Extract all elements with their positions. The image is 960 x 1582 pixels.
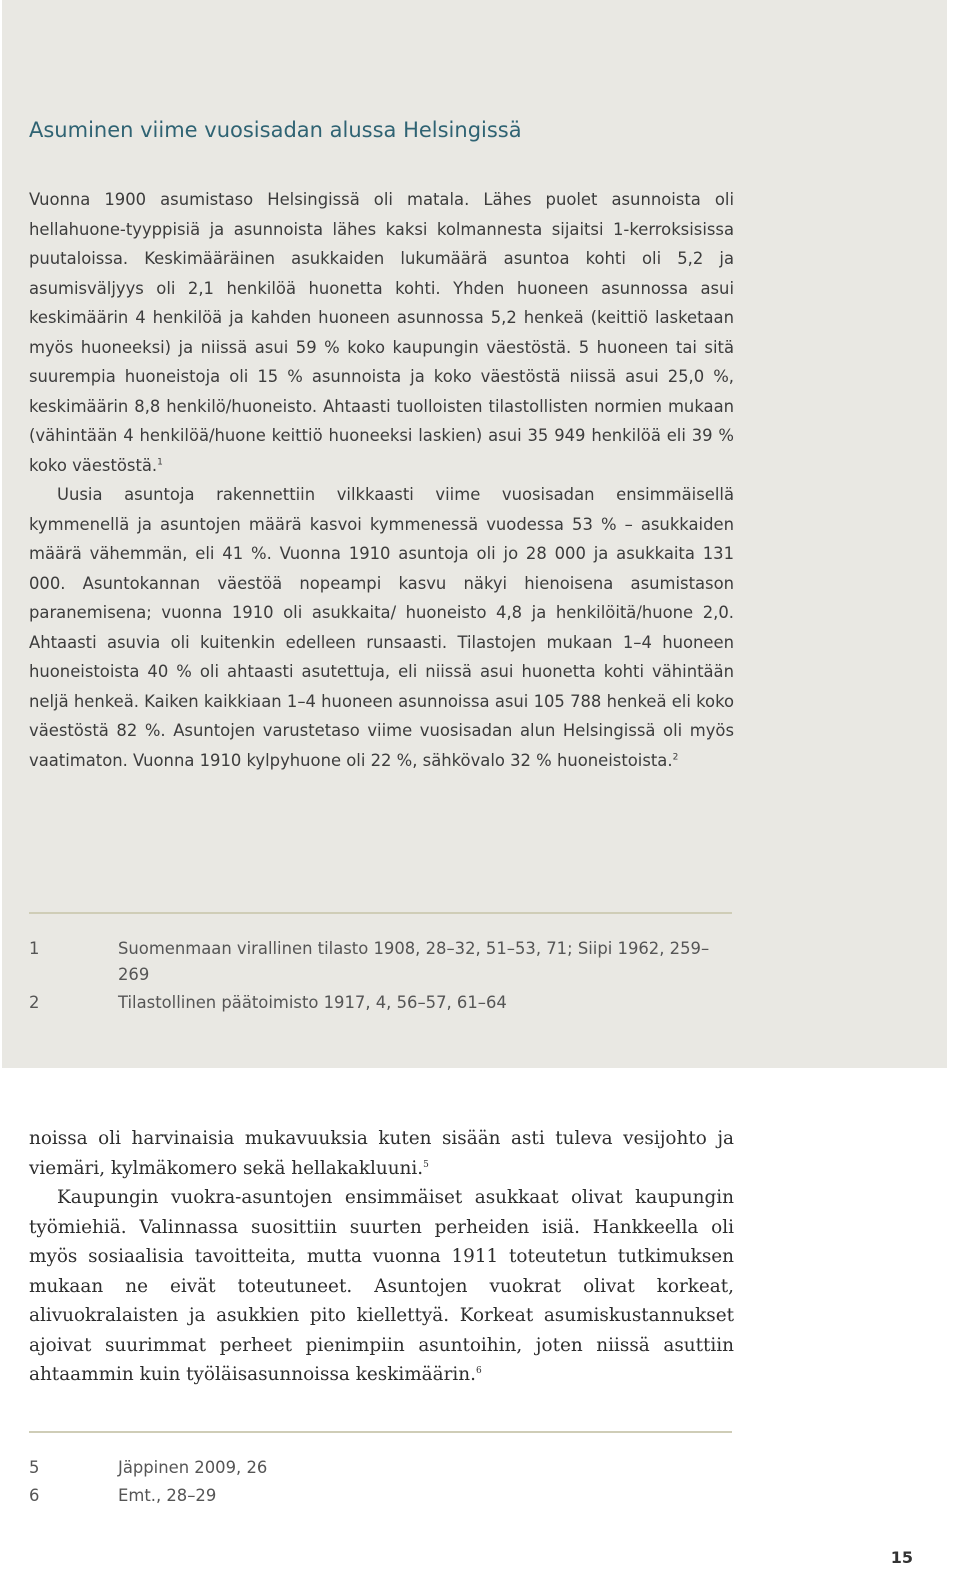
- section-title: Asuminen viime vuosisadan alussa Helsingissä: [29, 118, 522, 142]
- footnote-divider: [29, 1431, 732, 1433]
- footnote-ref[interactable]: 1: [157, 457, 163, 468]
- footnote-text: Emt., 28–29: [118, 1486, 217, 1505]
- paragraph: [29, 1124, 734, 1183]
- paragraph-text: noissa oli harvinaisia mukavuuksia kuten sisään asti tuleva vesijohto ja viemäri, kylmäkomero sekä hellakakluuni.: [29, 1128, 734, 1179]
- footnote: [29, 990, 729, 1016]
- footnote-number: 5: [29, 1458, 40, 1477]
- footnote-number: 2: [29, 993, 40, 1012]
- footnote: [29, 1455, 729, 1481]
- paragraph-text: Kaupungin vuokra-asuntojen ensimmäiset asukkaat olivat kaupungin työmiehiä. Valinnassa suosittiin suurten perheiden isiä. Hankkeella oli myös sosiaalisia tavoitteita, mutta vuonna 1911 toteutetun tutkimuksen mukaan ne eivät toteutuneet. Asuntojen vuokrat olivat korkeat, alivuokralaisten ja asukkien pito kiellettyä. Korkeat asumiskustannukset ajoivat suurimmat perheet pienimpiin asuntoihin, joten niissä asuttiin ahtaammin kuin työläisasunnoissa keskimäärin.: [29, 1187, 734, 1385]
- footnote-ref[interactable]: 2: [672, 752, 679, 763]
- page-number: 15: [890, 1548, 913, 1567]
- footnote-number: 1: [29, 939, 40, 958]
- paragraph: [29, 185, 734, 480]
- footnote-ref[interactable]: 5: [423, 1159, 429, 1170]
- footnote: [29, 936, 729, 988]
- section-body: [29, 185, 734, 775]
- footnote-text: Tilastollinen päätoimisto 1917, 4, 56–57, 61–64: [118, 993, 507, 1012]
- footnote: [29, 1483, 729, 1509]
- footnote-ref[interactable]: 6: [475, 1365, 482, 1376]
- footnote-text: Jäppinen 2009, 26: [118, 1458, 268, 1477]
- paragraph-text: Vuonna 1900 asumistaso Helsingissä oli matala. Lähes puolet asunnoista oli hellahuone-tyyppisiä ja asunnoista lähes kaksi kolmannesta sijaitsi 1-kerroksisissa puutaloissa. Keskimääräinen asukkaiden lukumäärä asuntoa kohti oli 5,2 ja asumisväljyys oli 2,1 henkilöä huonetta kohti. Yhden huoneen asunnossa asui keskimäärin 4 henkilöä ja kahden huoneen asunnossa 5,2 henkeä (keittiö lasketaan myös huoneeksi) ja niissä asui 59 % koko kaupungin väestöstä. 5 huoneen tai sitä suurempia huoneistoja oli 15 % asunnoista ja koko väestöstä niissä asui 25,0 %, keskimäärin 8,8 henkilö/huoneisto. Ahtaasti tuolloisten tilastollisten normien mukaan (vähintään 4 henkilöä/huone keittiö huoneeksi laskien) asui 35 949 henkilöä eli 39 % koko väestöstä.: [29, 190, 734, 475]
- footnotes: [29, 1455, 729, 1511]
- paragraph: [29, 480, 734, 775]
- continuation-body: [29, 1124, 734, 1390]
- footnote-divider: [29, 912, 732, 914]
- paragraph-text: Uusia asuntoja rakennettiin vilkkaasti viime vuosisadan ensimmäisellä kymmenellä ja asuntojen määrä kasvoi kymmenessä vuodessa 53 % – asukkaiden määrä vähemmän, eli 41 %. Vuonna 1910 asuntoja oli jo 28 000 ja asukkaita 131 000. Asuntokannan väestöä nopeampi kasvu näkyi hienoisena asumistason paranemisena; vuonna 1910 oli asukkaita/ huoneisto 4,8 ja henkilöitä/huone 2,0. Ahtaasti asuvia oli kuitenkin edelleen runsaasti. Tilastojen mukaan 1–4 huoneen huoneistoista 40 % oli ahtaasti asutettuja, eli niissä asui huonetta kohti vähintään neljä henkeä. Kaiken kaikkiaan 1–4 huoneen asunnoissa asui 105 788 henkeä eli koko väestöstä 82 %. Asuntojen varustetaso viime vuosisadan alun Helsingissä oli myös vaatimaton. Vuonna 1910 kylpyhuone oli 22 %, sähkövalo 32 % huoneistoista.: [29, 485, 734, 770]
- footnote-number: 6: [29, 1486, 40, 1505]
- paragraph: [29, 1183, 734, 1390]
- footnotes: [29, 936, 729, 1018]
- footnote-text: Suomenmaan virallinen tilasto 1908, 28–32, 51–53, 71; Siipi 1962, 259–269: [118, 939, 710, 984]
